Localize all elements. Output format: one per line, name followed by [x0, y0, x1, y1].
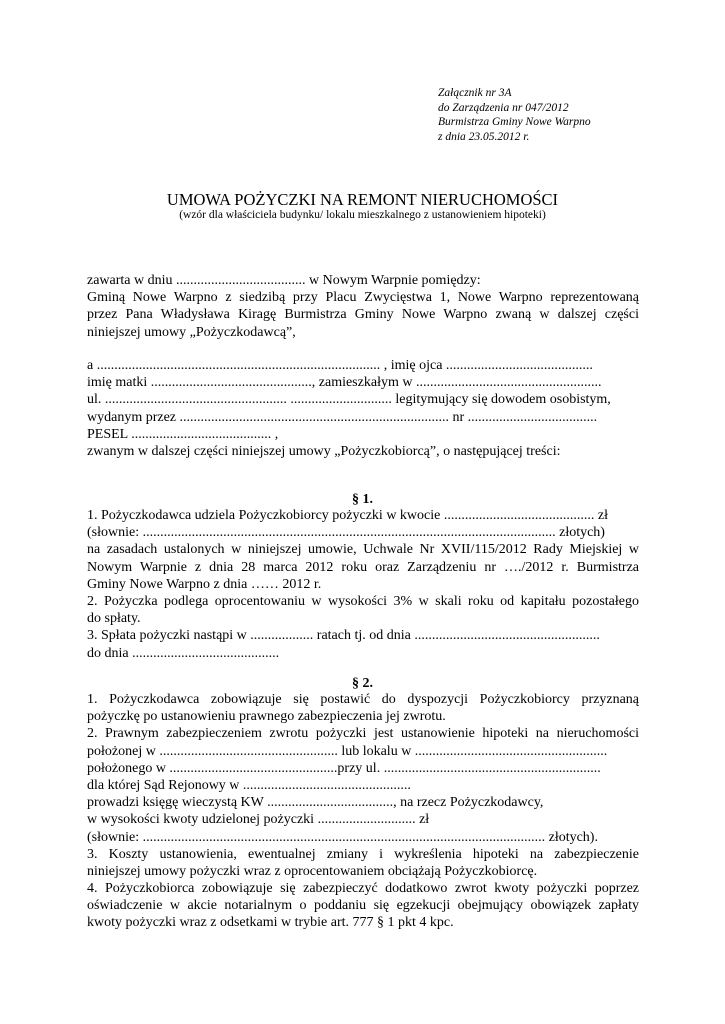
- document-title: UMOWA POŻYCZKI NA REMONT NIERUCHOMOŚCI: [166, 190, 559, 209]
- text-line: oświadczenie w akcie notarialnym o poddaniu się egzekucji obejmujący obowiązek zapłaty: [87, 898, 639, 914]
- text-line: w wysokości kwoty udzielonej pożyczki ............................ zł: [87, 812, 430, 828]
- text-line: położonego w ................................................przy ul. ..............................................................: [87, 760, 601, 776]
- borrower-paragraph: [87, 357, 639, 460]
- text-line: pożyczkę po ustanowieniu prawnego zabezpieczenia jej zwrotu.: [87, 709, 446, 725]
- attachment-line: Burmistrza Gminy Nowe Warpno: [438, 116, 591, 128]
- text-line: zwanym w dalszej części niniejszej umowy „Pożyczkobiorcą”, o następującej treści:: [87, 443, 561, 459]
- text-line: niniejszej umowy pożyczki wraz z oprocentowaniem obciążają Pożyczkobiorcę.: [87, 863, 538, 879]
- text-line: 1. Pożyczkodawca udziela Pożyczkobiorcy pożyczki w kwocie ........................................... zł: [87, 508, 608, 523]
- attachment-line: Załącznik nr 3A: [438, 87, 512, 99]
- parties-paragraph: [87, 272, 639, 341]
- text-line: zawarta w dniu ..................................... w Nowym Warpnie pomiędzy:: [87, 273, 481, 288]
- text-line: 1. Pożyczkodawca zobowiązuje się postawić do dyspozycji Pożyczkobiorcy przyznaną: [87, 692, 639, 707]
- text-line: do spłaty.: [87, 611, 141, 627]
- attachment-line: do Zarządzenia nr 047/2012: [438, 101, 569, 114]
- text-line: do dnia ..........................................: [87, 645, 280, 661]
- text-line: ul. .................................................... ............................. legitymujący się dowodem osobistym,: [87, 392, 611, 408]
- text-line: PESEL ........................................ ,: [87, 426, 279, 442]
- section-1-body: [87, 507, 639, 662]
- text-line: niniejszej umowy „Pożyczkodawcą”,: [87, 324, 296, 340]
- attachment-note: [438, 86, 591, 144]
- text-line: a ................................................................................. , imię ojca ..........................................: [87, 358, 593, 373]
- text-line: 3. Spłata pożyczki nastąpi w .................. ratach tj. od dnia .....................................................: [87, 628, 600, 644]
- text-line: 3. Koszty ustanowienia, ewentualnej zmiany i wykreślenia hipoteki na zabezpieczenie: [87, 846, 639, 862]
- document-subtitle: (wzór dla właściciela budynku/ lokalu mieszkalnego z ustanowieniem hipoteki): [179, 209, 546, 221]
- text-line: Nowym Warpnie z dnia 28 marca 2012 roku oraz Zarządzeniu nr …./2012 r. Burmistrza: [87, 559, 639, 575]
- text-line: 4. Pożyczkobiorca zobowiązuje się zabezpieczyć dodatkowo zwrot kwoty pożyczki poprzez: [87, 881, 639, 897]
- text-line: imię matki .............................................., zamieszkałym w .....................................................: [87, 375, 602, 391]
- text-line: na zasadach ustalonych w niniejszej umowie, Uchwale Nr XVII/115/2012 Rady Miejskiej w: [87, 542, 639, 558]
- section-2-body: [87, 691, 639, 932]
- section-2-heading: § 2.: [352, 676, 373, 691]
- text-line: (słownie: ................................................................................................................... złotych).: [87, 829, 598, 845]
- text-line: wydanym przez ............................................................................. nr .....................................: [87, 409, 598, 425]
- text-line: dla której Sąd Rejonowy w ................................................: [87, 777, 411, 793]
- section-1-heading: § 1.: [352, 492, 373, 507]
- text-line: 2. Pożyczka podlega oprocentowaniu w wysokości 3% w skali roku od kapitału pozostałego: [87, 593, 639, 609]
- text-line: kwoty pożyczki wraz z odsetkami w trybie art. 777 § 1 pkt 4 kpc.: [87, 915, 454, 931]
- text-line: przez Pana Władysława Kiragę Burmistrza Gminy Nowe Warpno zwaną w dalszej części: [87, 307, 639, 323]
- text-line: Gminy Nowe Warpno z dnia …… 2012 r.: [87, 576, 322, 592]
- text-line: położonej w ................................................... lub lokalu w .......................................................: [87, 743, 608, 759]
- text-line: (słownie: ...................................................................................................................... złotych): [87, 525, 605, 541]
- text-line: 2. Prawnym zabezpieczeniem zwrotu pożyczki jest ustanowienie hipoteki na nieruchomości: [87, 726, 639, 742]
- text-line: Gminą Nowe Warpno z siedzibą przy Placu Zwycięstwa 1, Nowe Warpno reprezentowaną: [87, 290, 639, 306]
- text-line: prowadzi księgę wieczystą KW ...................................., na rzecz Pożyczkodawcy,: [87, 795, 544, 811]
- attachment-line: z dnia 23.05.2012 r.: [438, 130, 530, 143]
